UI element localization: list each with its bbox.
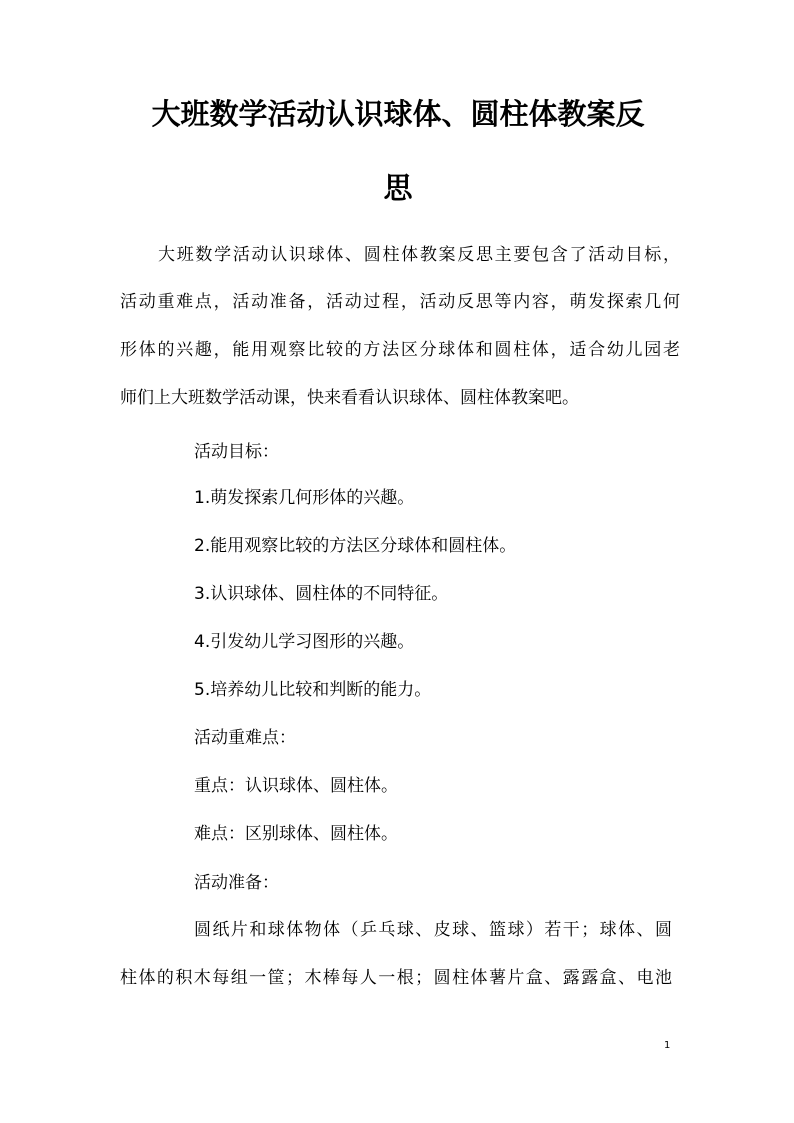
goal-item: 4.引发幼儿学习图形的兴趣。 <box>194 632 415 652</box>
goal-item: 5.培养幼儿比较和判断的能力。 <box>194 680 432 700</box>
intro-paragraph-line: 师们上大班数学活动课，快来看看认识球体、圆柱体教案吧。 <box>120 388 579 408</box>
goal-item: 2.能用观察比较的方法区分球体和圆柱体。 <box>194 536 517 556</box>
preparation-heading: 活动准备： <box>194 873 279 893</box>
key-point-focus: 重点：认识球体、圆柱体。 <box>194 776 398 796</box>
intro-paragraph-line: 形体的兴趣，能用观察比较的方法区分球体和圆柱体，适合幼儿园老 <box>120 340 680 360</box>
preparation-paragraph-line: 柱体的积木每组一筐；木棒每人一根；圆柱体薯片盒、露露盒、电池 <box>120 968 672 988</box>
goal-item: 3.认识球体、圆柱体的不同特征。 <box>194 584 449 604</box>
key-point-difficulty: 难点：区别球体、圆柱体。 <box>194 824 398 844</box>
goal-item: 1.萌发探索几何形体的兴趣。 <box>194 488 415 508</box>
document-title: 大班数学活动认识球体、圆柱体教案反 <box>151 97 645 131</box>
document-title-continued: 思 <box>383 171 413 205</box>
goals-heading: 活动目标： <box>194 442 279 462</box>
key-points-heading: 活动重难点： <box>194 728 296 748</box>
intro-paragraph-line: 活动重难点，活动准备，活动过程，活动反思等内容，萌发探索几何 <box>120 292 680 312</box>
intro-paragraph-line: 大班数学活动认识球体、圆柱体教案反思主要包含了活动目标， <box>158 245 680 265</box>
page-number: 1 <box>664 1040 671 1051</box>
preparation-paragraph-line: 圆纸片和球体物体（乒乓球、皮球、篮球）若干；球体、圆 <box>194 920 672 940</box>
